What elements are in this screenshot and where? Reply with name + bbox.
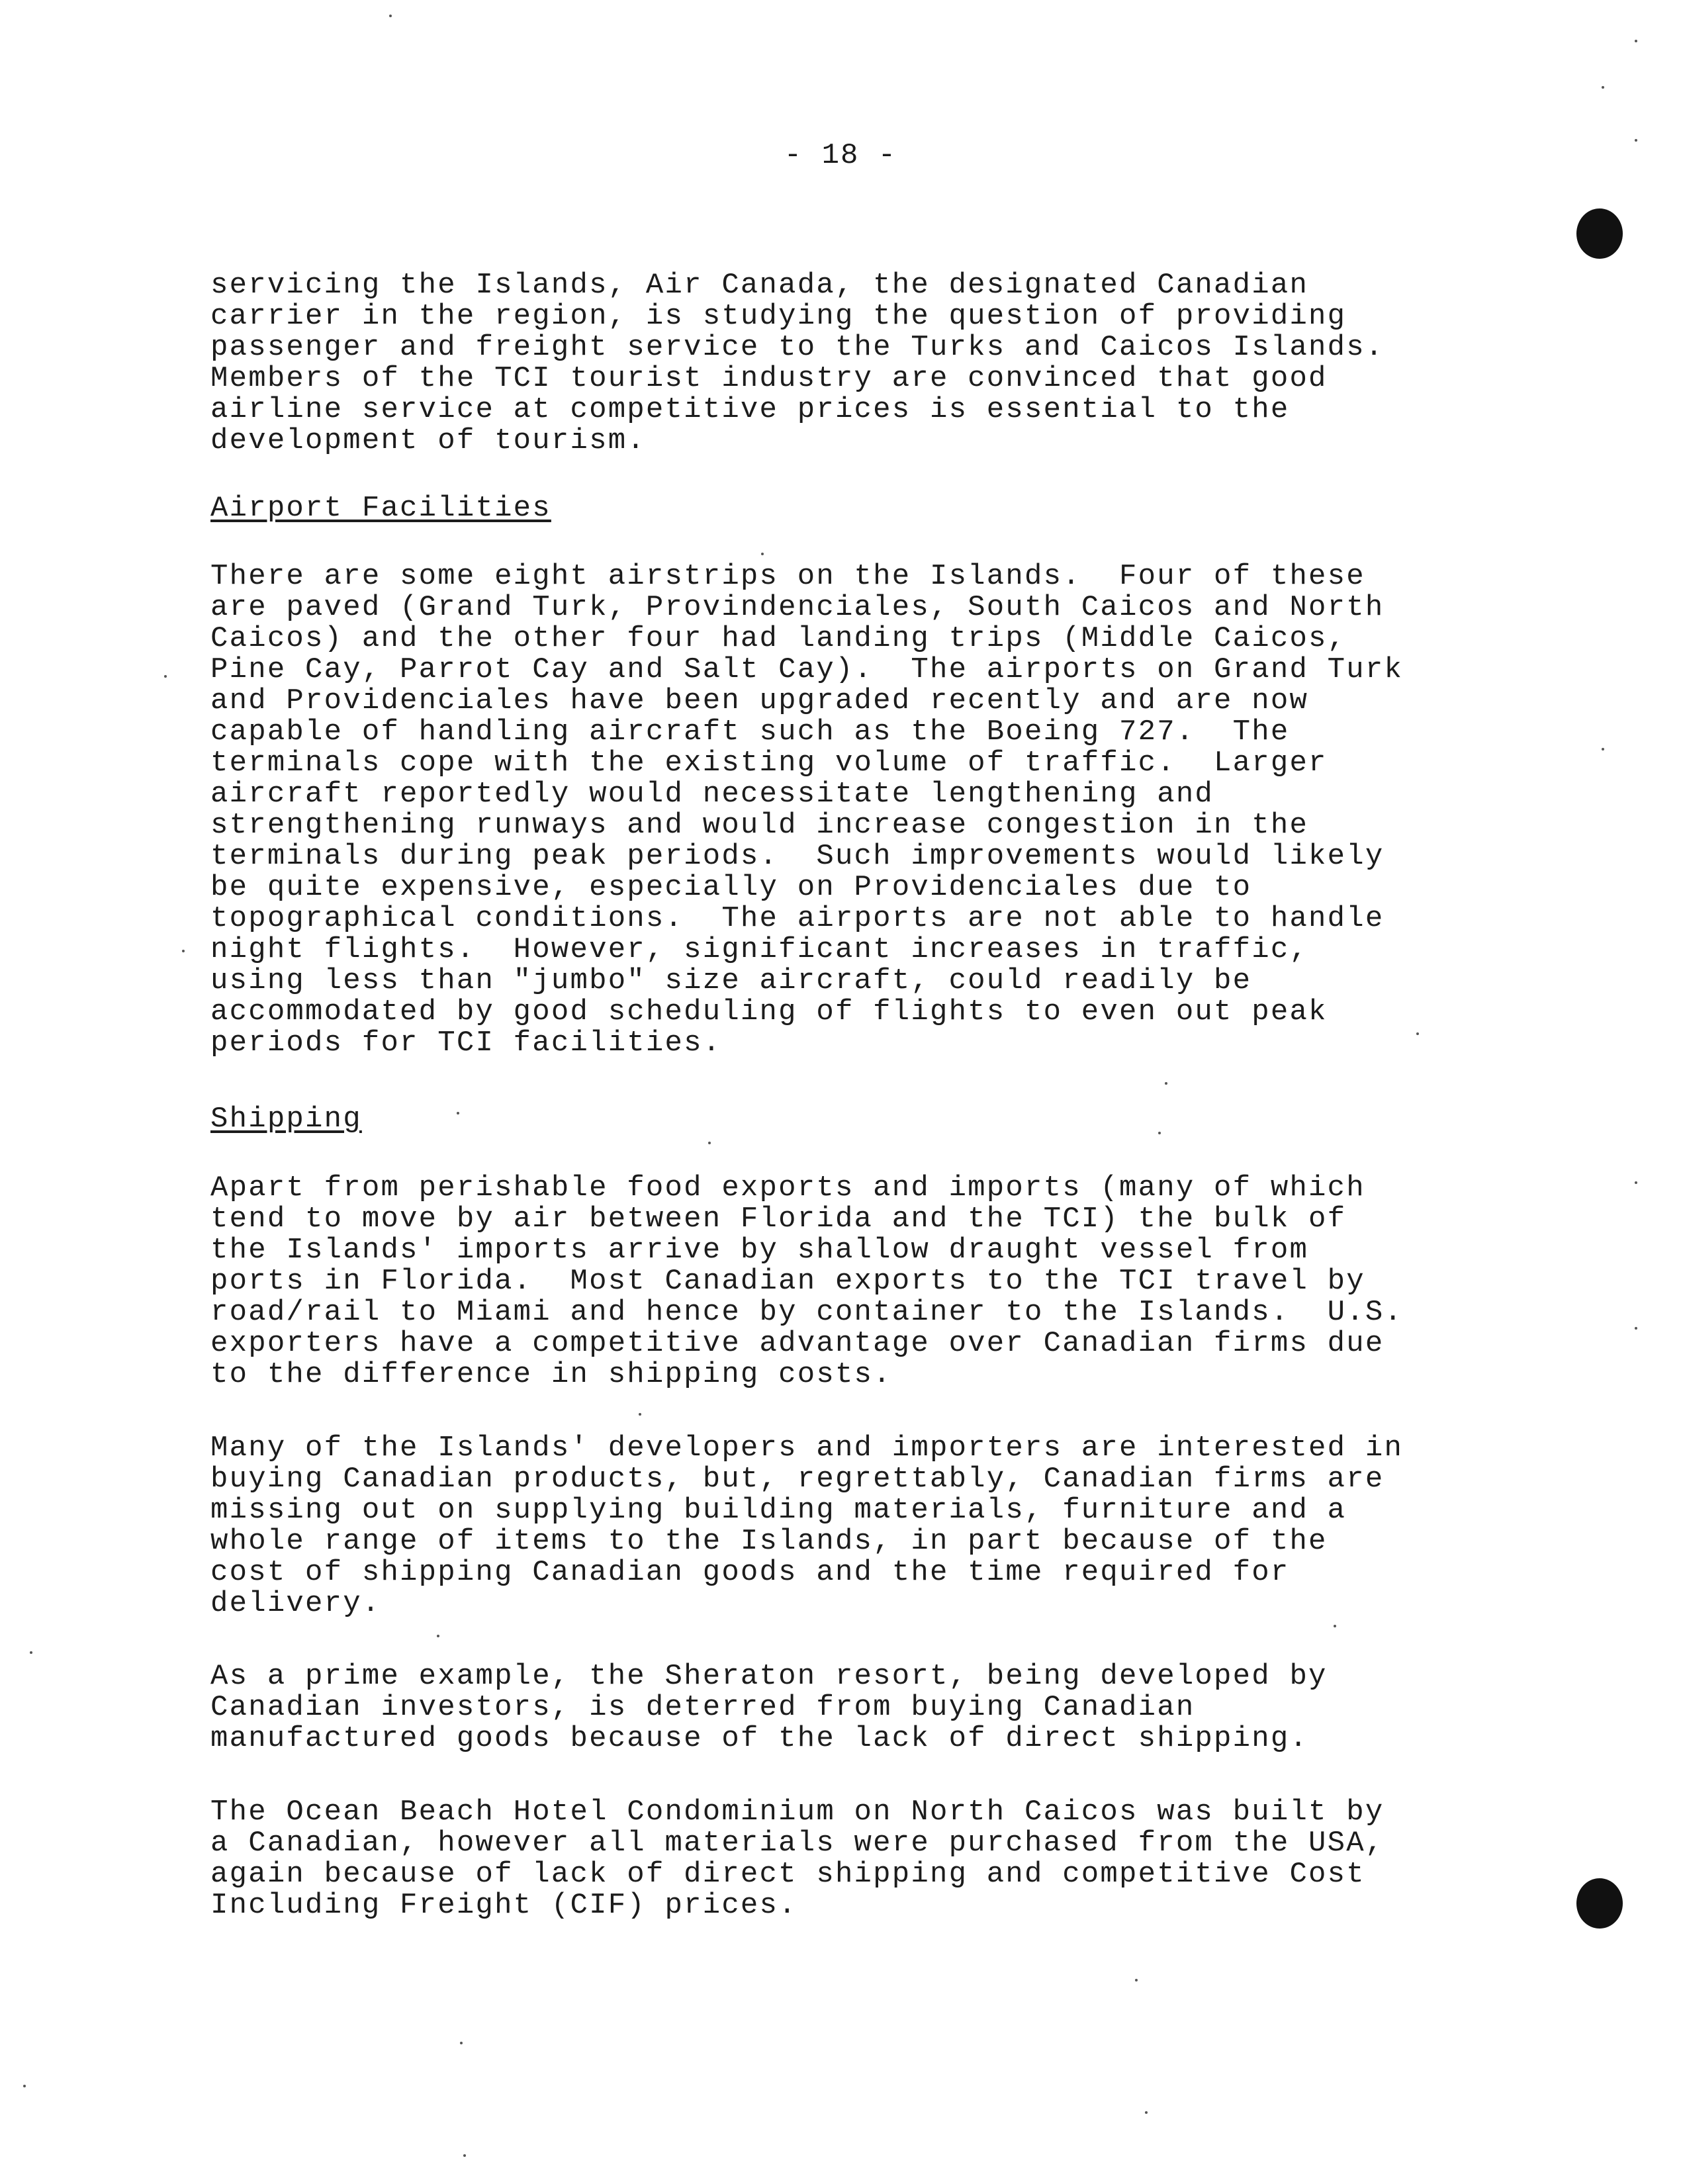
- punch-hole-bottom: [1576, 1878, 1623, 1929]
- page-number: - 18 -: [784, 139, 897, 172]
- shipping-paragraph-4: [210, 1797, 1508, 1921]
- scan-speck: [463, 2154, 466, 2157]
- text-line: Pine Cay, Parrot Cay and Salt Cay). The airports on Grand Turk: [210, 653, 1404, 686]
- scan-speck: [389, 15, 392, 17]
- text-line: whole range of items to the Islands, in part because of the: [210, 1525, 1328, 1558]
- text-line: Members of the TCI tourist industry are convinced that good: [210, 362, 1328, 395]
- text-line: development of tourism.: [210, 424, 646, 457]
- text-line: strengthening runways and would increase congestion in the: [210, 809, 1309, 842]
- intro-paragraph: [210, 270, 1508, 457]
- text-line: exporters have a competitive advantage over Canadian firms due: [210, 1327, 1385, 1360]
- text-line: accommodated by good scheduling of flights to even out peak: [210, 995, 1328, 1028]
- text-line: servicing the Islands, Air Canada, the designated Canadian: [210, 269, 1309, 302]
- scan-speck: [164, 675, 167, 678]
- text-line: buying Canadian products, but, regrettably, Canadian firms are: [210, 1463, 1385, 1496]
- punch-hole-top: [1576, 208, 1623, 259]
- text-line: Caicos) and the other four had landing trips (Middle Caicos,: [210, 622, 1347, 655]
- text-line: Including Freight (CIF) prices.: [210, 1889, 797, 1922]
- text-line: There are some eight airstrips on the Islands. Four of these: [210, 560, 1365, 593]
- text-line: and Providenciales have been upgraded recently and are now: [210, 684, 1309, 717]
- text-line: Many of the Islands' developers and importers are interested in: [210, 1432, 1404, 1465]
- text-line: As a prime example, the Sheraton resort, being developed by: [210, 1660, 1328, 1693]
- text-line: aircraft reportedly would necessitate lengthening and: [210, 778, 1214, 811]
- scan-speck: [457, 1112, 459, 1115]
- text-line: periods for TCI facilities.: [210, 1026, 722, 1060]
- shipping-heading: Shipping: [210, 1103, 362, 1136]
- scan-speck: [23, 2085, 26, 2087]
- text-line: delivery.: [210, 1587, 381, 1620]
- scan-speck: [1145, 2111, 1148, 2114]
- scan-speck: [1635, 1327, 1637, 1330]
- scan-speck: [1635, 40, 1637, 42]
- text-line: tend to move by air between Florida and the TCI) the bulk of: [210, 1203, 1347, 1236]
- text-line: road/rail to Miami and hence by container to the Islands. U.S.: [210, 1296, 1404, 1329]
- scan-speck: [1602, 748, 1604, 751]
- text-line: Canadian investors, is deterred from buying Canadian: [210, 1691, 1195, 1724]
- text-line: carrier in the region, is studying the question of providing: [210, 300, 1347, 333]
- text-line: using less than "jumbo" size aircraft, could readily be: [210, 964, 1252, 997]
- text-line: manufactured goods because of the lack of direct shipping.: [210, 1722, 1309, 1755]
- scan-speck: [437, 1635, 439, 1637]
- text-line: Apart from perishable food exports and imports (many of which: [210, 1171, 1365, 1205]
- scan-speck: [1135, 1979, 1138, 1981]
- scan-speck: [1602, 86, 1604, 89]
- text-line: the Islands' imports arrive by shallow draught vessel from: [210, 1234, 1309, 1267]
- scan-speck: [1635, 139, 1637, 142]
- text-line: The Ocean Beach Hotel Condominium on North Caicos was built by: [210, 1796, 1385, 1829]
- scan-speck: [1158, 1132, 1161, 1134]
- text-line: to the difference in shipping costs.: [210, 1358, 892, 1391]
- scan-speck: [460, 2042, 463, 2044]
- scan-speck: [1165, 1082, 1167, 1085]
- text-line: capable of handling aircraft such as the Boeing 727. The: [210, 715, 1290, 749]
- shipping-paragraph-1: [210, 1173, 1508, 1390]
- text-line: ports in Florida. Most Canadian exports to the TCI travel by: [210, 1265, 1365, 1298]
- text-line: are paved (Grand Turk, Provindenciales, South Caicos and North: [210, 591, 1385, 624]
- scan-speck: [1416, 1032, 1419, 1035]
- shipping-paragraph-3: [210, 1661, 1508, 1754]
- text-line: cost of shipping Canadian goods and the time required for: [210, 1556, 1290, 1589]
- shipping-paragraph-2: [210, 1433, 1508, 1619]
- airport-facilities-paragraph: [210, 561, 1508, 1059]
- text-line: airline service at competitive prices is essential to the: [210, 393, 1290, 426]
- text-line: night flights. However, significant increases in traffic,: [210, 933, 1309, 966]
- scan-speck: [708, 1142, 711, 1144]
- text-line: terminals during peak periods. Such improvements would likely: [210, 840, 1385, 873]
- scan-speck: [182, 950, 185, 952]
- scan-speck: [761, 553, 764, 555]
- scan-speck: [639, 1413, 641, 1416]
- text-line: terminals cope with the existing volume of traffic. Larger: [210, 747, 1328, 780]
- scan-speck: [30, 1651, 32, 1654]
- text-line: missing out on supplying building materials, furniture and a: [210, 1494, 1347, 1527]
- airport-facilities-heading: Airport Facilities: [210, 492, 551, 525]
- text-line: topographical conditions. The airports are not able to handle: [210, 902, 1385, 935]
- text-line: again because of lack of direct shipping and competitive Cost: [210, 1858, 1365, 1891]
- text-line: passenger and freight service to the Turks and Caicos Islands.: [210, 331, 1385, 364]
- text-line: be quite expensive, especially on Providenciales due to: [210, 871, 1252, 904]
- text-line: a Canadian, however all materials were purchased from the USA,: [210, 1827, 1385, 1860]
- scan-speck: [1635, 1181, 1637, 1184]
- scan-speck: [1334, 1625, 1336, 1627]
